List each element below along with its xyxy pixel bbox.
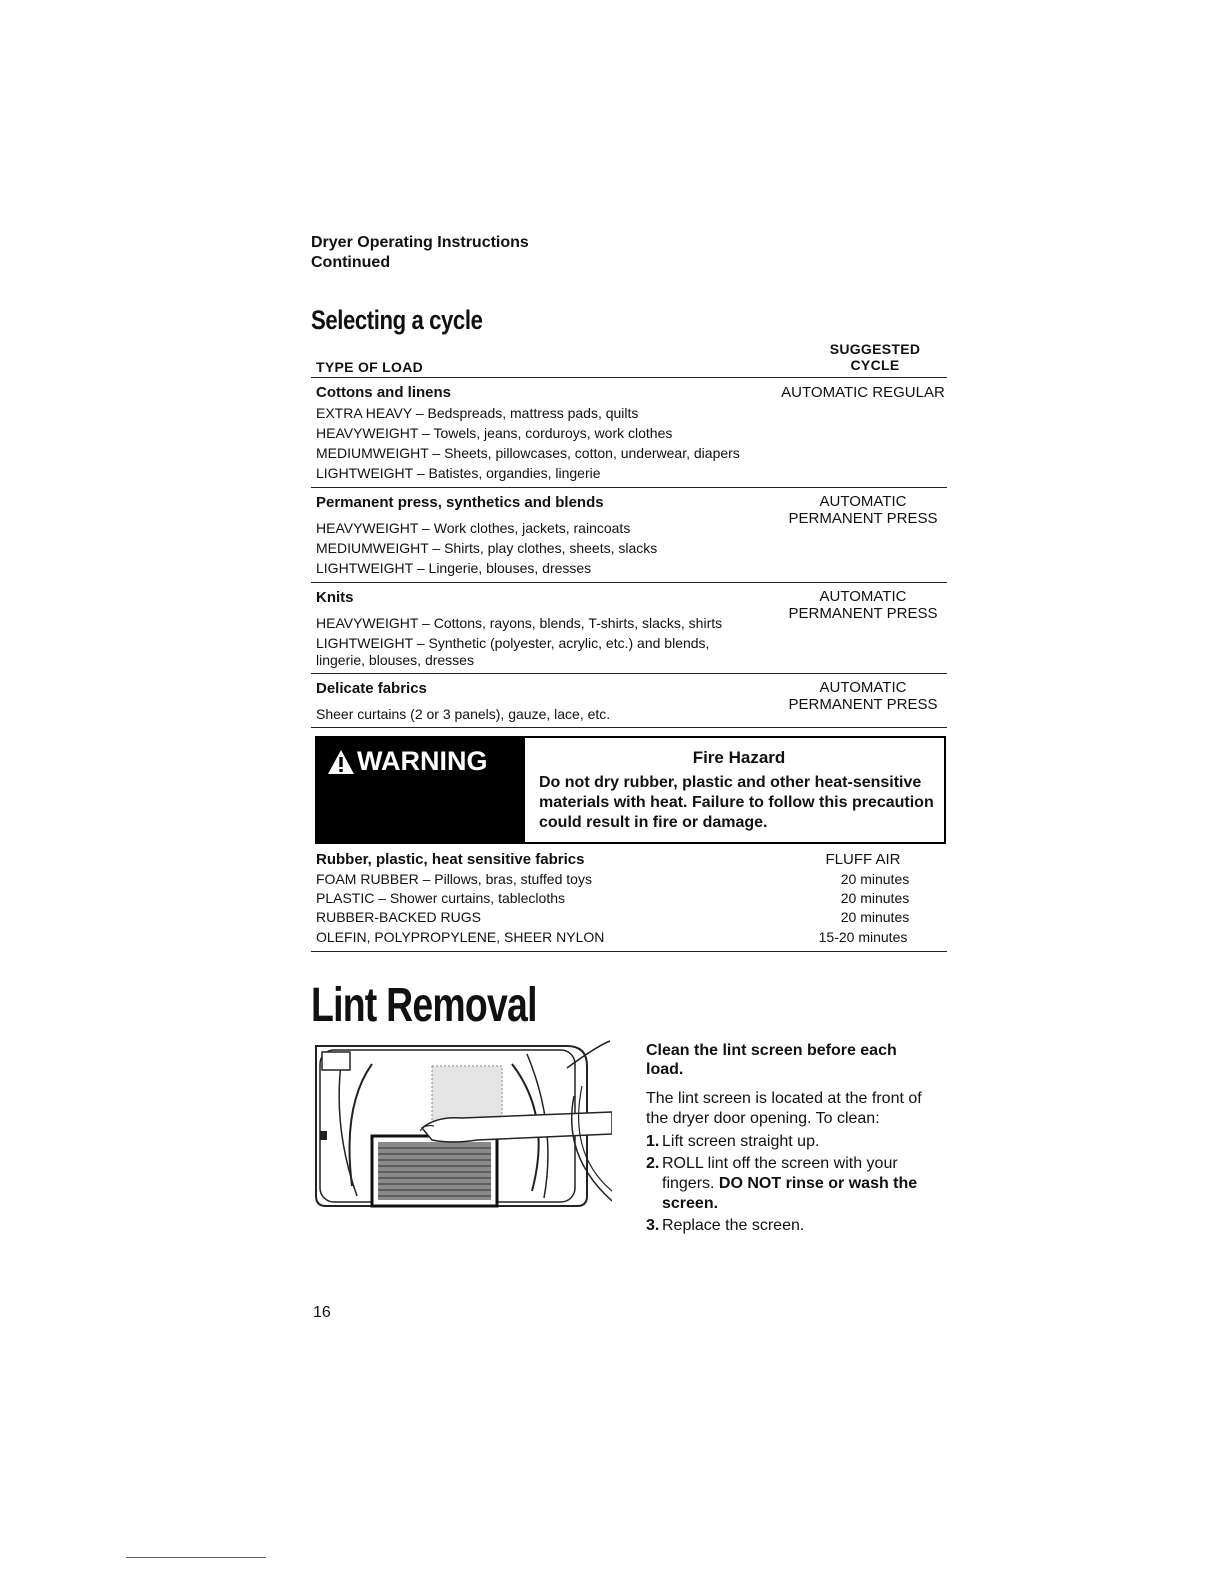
column-header-suggested-cycle [800, 341, 950, 373]
lint-removal-title: Lint Removal [311, 979, 537, 1032]
group-divider [311, 487, 947, 488]
cycle-line: PERMANENT PRESS [788, 696, 938, 713]
load-line: MEDIUMWEIGHT – Shirts, play clothes, sheets, slacks [316, 540, 658, 556]
cycle-fluff-air: FLUFF AIR [825, 851, 901, 868]
warning-label [327, 746, 488, 777]
document-header [311, 233, 529, 273]
lint-heading: Clean the lint screen before each load. [646, 1042, 897, 1078]
rubber-time: 20 minutes [840, 909, 910, 925]
column-header-type-of-load: TYPE OF LOAD [316, 359, 424, 375]
rubber-item: OLEFIN, POLYPROPYLENE, SHEER NYLON [316, 929, 605, 945]
rubber-time: 15-20 minutes [818, 929, 908, 945]
step-2-text: ROLL lint off the screen with your fingers. [662, 1155, 898, 1192]
load-line: LIGHTWEIGHT – Batistes, organdies, lingerie [316, 465, 601, 481]
step-2-caution: DO NOT rinse or wash the screen. [662, 1175, 918, 1212]
step-number: 2. [646, 1155, 660, 1172]
header-title: Dryer Operating Instructions [311, 234, 529, 251]
step-text [662, 1154, 926, 1214]
lint-step-1 [646, 1132, 926, 1152]
group-title-permanent-press: Permanent press, synthetics and blends [316, 494, 604, 511]
rubber-item: RUBBER-BACKED RUGS [316, 909, 481, 925]
group-title-delicate: Delicate fabrics [316, 680, 427, 697]
warning-triangle-icon [327, 749, 355, 775]
load-line: EXTRA HEAVY – Bedspreads, mattress pads, quilts [316, 405, 639, 421]
lint-instructions [646, 1041, 926, 1238]
load-line: HEAVYWEIGHT – Cottons, rayons, blends, T-shirts, slacks, shirts [316, 615, 723, 631]
warning-text [539, 748, 939, 833]
load-line: Sheer curtains (2 or 3 panels), gauze, lace, etc. [316, 706, 611, 722]
table-header-rule [311, 377, 947, 378]
group-divider [311, 727, 947, 728]
rubber-item: PLASTIC – Shower curtains, tablecloths [316, 890, 566, 906]
group-divider [311, 582, 947, 583]
lint-screen-illustration [312, 1036, 612, 1211]
cycle-line: PERMANENT PRESS [788, 605, 938, 622]
column-header-cycle: CYCLE [850, 357, 900, 373]
lint-step-3 [646, 1216, 926, 1236]
step-number: 3. [646, 1217, 660, 1234]
warning-box [315, 736, 946, 844]
step-text: Replace the screen. [662, 1217, 805, 1234]
page-number: 16 [313, 1304, 331, 1321]
group-divider [311, 673, 947, 674]
cycle-line: AUTOMATIC [819, 588, 907, 605]
warning-label-panel [317, 738, 525, 842]
load-line: LIGHTWEIGHT – Synthetic (polyester, acrylic, etc.) and blends, [316, 635, 710, 651]
cycle-line: PERMANENT PRESS [788, 510, 938, 527]
load-line: HEAVYWEIGHT – Towels, jeans, corduroys, work clothes [316, 425, 673, 441]
cycle-cottons: AUTOMATIC REGULAR [781, 384, 945, 401]
warning-body: Do not dry rubber, plastic and other heat-sensitive materials with heat. Failure to follow this precaution could result in fire or damage. [539, 774, 934, 831]
rubber-time: 20 minutes [840, 871, 910, 887]
lint-step-2 [646, 1154, 926, 1214]
cycle-knits [780, 588, 946, 622]
footer-rule [126, 1557, 266, 1558]
load-line: LIGHTWEIGHT – Lingerie, blouses, dresses [316, 560, 592, 576]
group-title-cottons: Cottons and linens [316, 384, 451, 401]
group-title-rubber: Rubber, plastic, heat sensitive fabrics [316, 851, 585, 868]
section-title: Selecting a cycle [311, 305, 483, 335]
load-line: HEAVYWEIGHT – Work clothes, jackets, raincoats [316, 520, 631, 536]
rubber-time: 20 minutes [840, 890, 910, 906]
cycle-line: AUTOMATIC [819, 493, 907, 510]
column-header-suggested: SUGGESTED [829, 341, 921, 357]
group-title-knits: Knits [316, 589, 354, 606]
header-subtitle: Continued [311, 254, 391, 271]
load-line: MEDIUMWEIGHT – Sheets, pillowcases, cotton, underwear, diapers [316, 445, 740, 461]
warning-label-text: WARNING [357, 746, 488, 776]
cycle-delicate [780, 679, 946, 713]
step-number: 1. [646, 1133, 660, 1150]
cycle-line: AUTOMATIC [819, 679, 907, 696]
rubber-item: FOAM RUBBER – Pillows, bras, stuffed toys [316, 871, 592, 887]
lint-intro: The lint screen is located at the front of the dryer door opening. To clean: [646, 1090, 922, 1127]
step-text: Lift screen straight up. [662, 1133, 820, 1150]
warning-heading: Fire Hazard [692, 748, 786, 767]
load-line: lingerie, blouses, dresses [316, 652, 474, 668]
section-end-rule [311, 951, 947, 952]
cycle-permanent-press [780, 493, 946, 527]
